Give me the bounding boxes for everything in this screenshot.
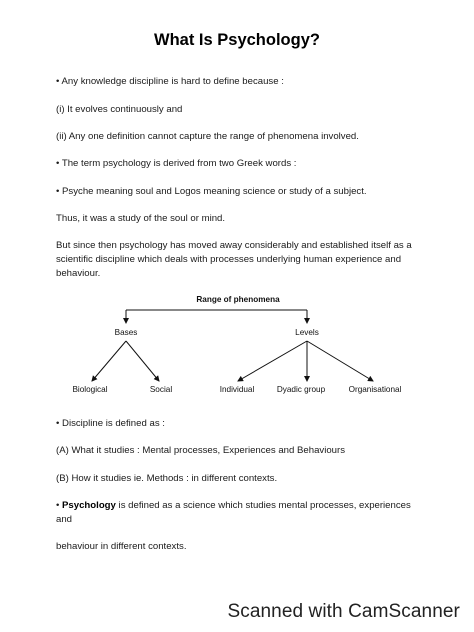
paragraph-what-it-studies: (A) What it studies : Mental processes, Experiences and Behaviours — [56, 445, 346, 456]
diagram-branch-levels: Levels — [295, 328, 319, 337]
paragraph-discipline-defined: • Discipline is defined as : — [56, 418, 165, 429]
camscanner-watermark: Scanned with CamScanner — [227, 601, 460, 622]
paragraph-reason-2: (ii) Any one definition cannot capture the range of phenomena involved. — [56, 131, 359, 142]
diagram-bases-arrows — [92, 341, 159, 381]
paragraph-greek-words: • The term psychology is derived from two Greek words : — [56, 158, 297, 169]
psychology-bold-term: Psychology — [62, 500, 116, 511]
document-title: What Is Psychology? — [154, 31, 320, 49]
diagram-leaf-biological: Biological — [72, 385, 108, 394]
bullet: • — [56, 500, 63, 511]
diagram-leaf-individual: Individual — [219, 385, 255, 394]
range-of-phenomena-diagram — [0, 290, 474, 402]
paragraph-study-of-soul: Thus, it was a study of the soul or mind. — [56, 213, 226, 224]
paragraph-behaviour-contexts: behaviour in different contexts. — [56, 541, 187, 552]
diagram-branch-bases: Bases — [114, 328, 138, 337]
diagram-levels-arrows — [238, 341, 373, 381]
definition-text: is defined as a science which studies mental processes, experiences and — [56, 500, 411, 525]
diagram-root-label: Range of phenomena — [196, 295, 280, 304]
diagram-leaf-social: Social — [149, 385, 173, 394]
diagram-leaf-organisational: Organisational — [348, 385, 402, 394]
paragraph-reason-1: (i) It evolves continuously and — [56, 104, 183, 115]
paragraph-psyche-logos: • Psyche meaning soul and Logos meaning science or study of a subject. — [56, 186, 367, 197]
paragraph-how-it-studies: (B) How it studies ie. Methods : in different contexts. — [56, 473, 278, 484]
diagram-top-connector — [126, 310, 307, 323]
paragraph-psychology-definition — [56, 499, 424, 527]
diagram-leaf-dyadic-group: Dyadic group — [276, 385, 326, 394]
paragraph-definition-intro: • Any knowledge discipline is hard to define because : — [56, 76, 284, 87]
paragraph-scientific-discipline: But since then psychology has moved away considerably and established itself as a scientific discipline which deals with processes underlying human experience and behaviour. — [56, 240, 412, 279]
